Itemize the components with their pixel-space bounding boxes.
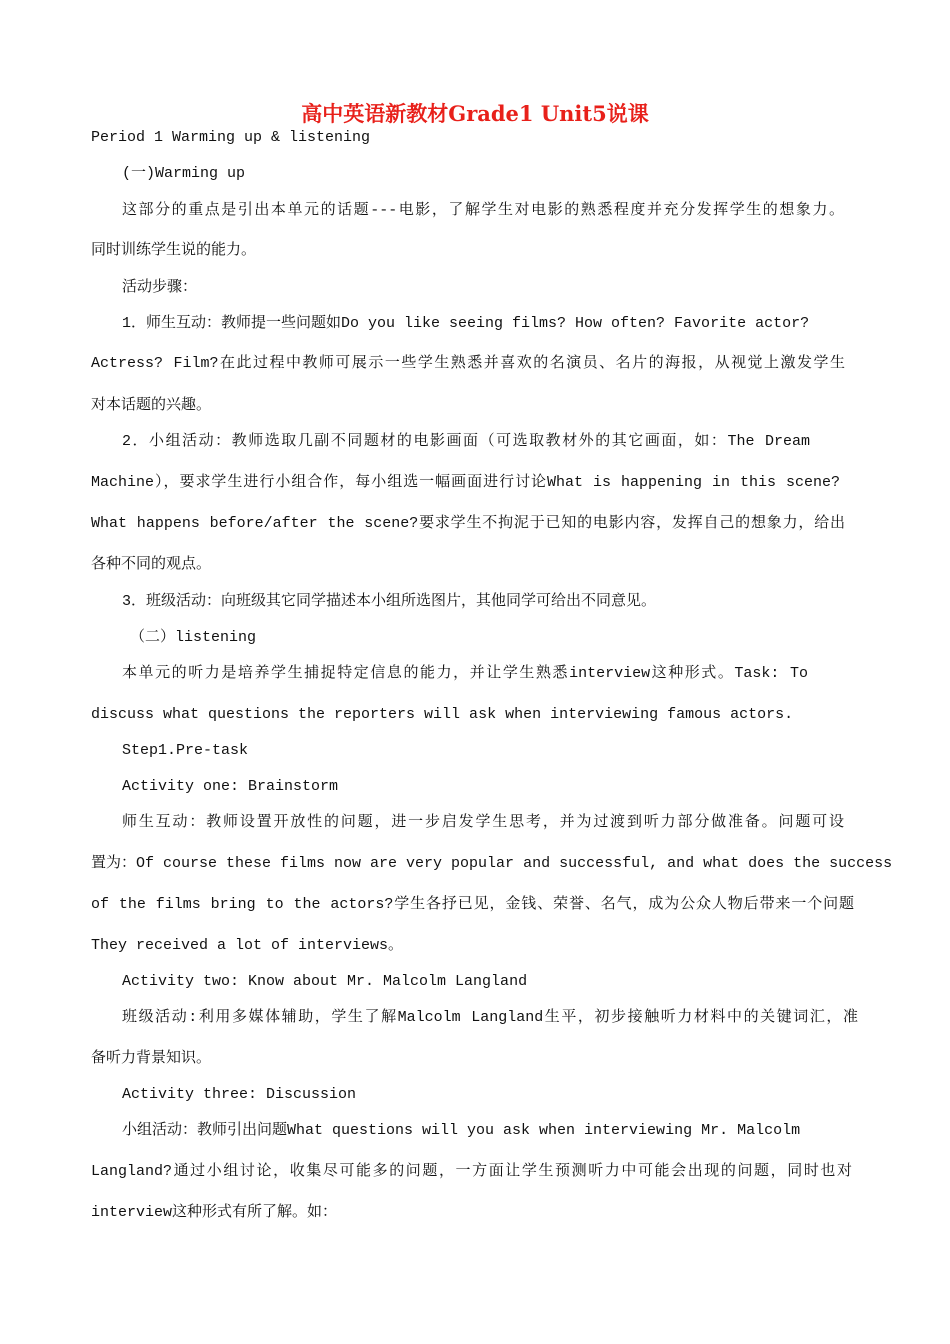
paragraph-line: 3．班级活动：向班级其它同学描述本小组所选图片，其他同学可给出不同意见。 [122,593,657,610]
paragraph-line: 各种不同的观点。 [91,556,212,573]
paragraph-line: 置为：Of course these films now are very popular and successful, and what does the success [91,855,893,872]
paragraph-line: 同时训练学生说的能力。 [91,242,257,259]
paragraph-line: discuss what questions the reporters will ask when interviewing famous actors. [91,706,794,723]
paragraph-line: 对本话题的兴趣。 [91,397,212,414]
paragraph-line: 2．小组活动：教师选取几副不同题材的电影画面（可选取教材外的其它画面，如：The Dream [122,433,810,450]
paragraph-line: They received a lot of interviews。 [91,937,404,954]
paragraph-line: Langland?通过小组讨论，收集尽可能多的问题，一方面让学生预测听力中可能会出现的问题，同时也对 [91,1163,852,1180]
subsection-heading: (一)Warming up [122,165,246,182]
paragraph-line: 小组活动：教师引出问题What questions will you ask when interviewing Mr. Malcolm [122,1122,801,1139]
paragraph-line: 活动步骤： [122,279,198,296]
paragraph-line: of the films bring to the actors?学生各抒已见，金钱、荣誉、名气，成为公众人物后带来一个问题 [91,896,854,913]
activity-heading: Activity one: Brainstorm [122,778,339,795]
paragraph-line: 师生互动：教师设置开放性的问题，进一步启发学生思考，并为过渡到听力部分做准备。问题可设 [122,814,844,831]
paragraph-line: Actress? Film?在此过程中教师可展示一些学生熟悉并喜欢的名演员、名片的海报，从视觉上激发学生 [91,355,845,372]
activity-heading: Activity two: Know about Mr. Malcolm Langland [122,973,528,990]
paragraph-line: 1．师生互动：教师提一些问题如Do you like seeing films? How often? Favorite actor? [122,315,810,332]
document-title: 高中英语新教材Grade1 Unit5说课 [301,101,649,126]
paragraph-line: Machine），要求学生进行小组合作，每小组选一幅画面进行讨论What is happening in this scene? [91,474,840,491]
activity-heading: Activity three: Discussion [122,1086,357,1103]
section-heading: Period 1 Warming up & listening [91,129,371,146]
paragraph-line: 本单元的听力是培养学生捕捉特定信息的能力，并让学生熟悉interview这种形式。Task: To [122,665,808,682]
paragraph-line: What happens before/after the scene?要求学生不拘泥于已知的电影内容，发挥自己的想象力，给出 [91,515,845,532]
paragraph-line: 班级活动:利用多媒体辅助，学生了解Malcolm Langland生平，初步接触听力材料中的关键词汇，准 [122,1009,858,1026]
subsection-heading: （二）listening [130,629,257,646]
paragraph-line: 这部分的重点是引出本单元的话题---电影，了解学生对电影的熟悉程度并充分发挥学生的想象力。 [122,202,844,219]
paragraph-line: interview这种形式有所了解。如： [91,1204,338,1221]
paragraph-line: 备听力背景知识。 [91,1050,212,1067]
step-heading: Step1.Pre-task [122,742,249,759]
